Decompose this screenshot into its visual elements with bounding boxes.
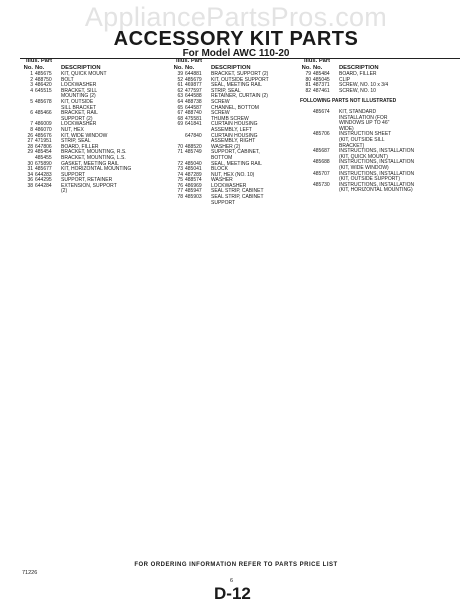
- illus-number: [22, 189, 35, 195]
- part-number: 488738: [185, 98, 202, 105]
- illus-number: 69: [177, 121, 183, 128]
- column-header: [22, 58, 170, 72]
- column-header: [300, 58, 460, 72]
- part-description: STRIP, SEAL: [61, 138, 91, 145]
- part-number: 644283: [35, 171, 52, 178]
- part-description: SILL BRACKET: [61, 104, 97, 111]
- page-title: ACCESSORY KIT PARTS: [113, 28, 359, 50]
- part-number: 485947: [185, 188, 202, 195]
- illus-number: 36: [27, 177, 33, 184]
- illus-number: 29: [27, 149, 33, 156]
- part-description: (KIT, HORIZONTAL MOUNTING): [339, 187, 413, 194]
- illus-number: 78: [177, 194, 183, 201]
- part-number: 486009: [35, 121, 52, 128]
- header-part-no: No.: [185, 64, 195, 71]
- illus-number: 63: [177, 93, 183, 100]
- parts-row: [22, 189, 170, 195]
- part-number: 647806: [35, 143, 52, 150]
- part-number: 485677: [35, 166, 52, 173]
- part-description: BRACKET): [339, 142, 365, 149]
- illus-number: 26: [27, 132, 33, 139]
- part-number: [313, 188, 339, 194]
- ordering-footer: FOR ORDERING INFORMATION REFER TO PARTS PRICE LIST: [134, 562, 338, 568]
- part-number: 477597: [185, 87, 202, 94]
- illus-number: 4: [30, 87, 33, 94]
- part-description: (KIT, OUTSIDE SILL: [339, 136, 385, 143]
- part-number: 488520: [185, 143, 202, 150]
- illus-number: 67: [177, 110, 183, 117]
- illus-number: 62: [177, 87, 183, 94]
- header-part-no: No.: [35, 64, 45, 71]
- header-no: No.: [23, 64, 33, 71]
- part-number: 485706: [313, 131, 330, 138]
- part-description: (KIT, QUICK MOUNT): [339, 153, 388, 160]
- header-illus-part: Illus. Part: [176, 58, 203, 64]
- parts-column-1: [22, 58, 170, 195]
- part-number: 647840: [185, 132, 202, 139]
- part-number: 644588: [185, 93, 202, 100]
- illus-number: 74: [177, 171, 183, 178]
- part-description: SCREW, NO. 10: [339, 87, 376, 94]
- header-illus-part: Illus. Part: [26, 58, 53, 64]
- illus-number: [172, 201, 185, 207]
- part-number: 485903: [185, 194, 202, 201]
- part-description: INSTRUCTIONS, INSTALLATION: [339, 170, 415, 177]
- part-description: WINDOWS UP TO 46": [339, 120, 390, 127]
- illus-number: 70: [177, 143, 183, 150]
- illus-number: 6: [30, 110, 33, 117]
- watermark: AppliancePartsPros.com: [84, 2, 388, 32]
- illus-number: 68: [177, 115, 183, 122]
- part-number: 485455: [35, 154, 52, 161]
- part-description: CURTAIN HOUSING: [211, 121, 258, 128]
- part-number: 644284: [35, 182, 52, 189]
- parts-row: [300, 89, 460, 95]
- part-description: BRACKET, MOUNTING, L.S.: [61, 154, 126, 161]
- illus-number: 61: [177, 82, 183, 89]
- part-number: 641841: [185, 121, 202, 128]
- part-description: NUT, HEX: [61, 126, 84, 133]
- part-description: LOCKWASHER: [61, 82, 97, 89]
- page-id: D-12: [214, 584, 251, 603]
- part-description: INSTALLATION (FOR: [339, 114, 388, 121]
- part-description: KIT, OUTSIDE SUPPORT: [211, 76, 269, 83]
- header-part-no: No.: [313, 64, 323, 71]
- part-description: KIT, WIDE WINDOW: [61, 132, 108, 139]
- part-description: WIDE): [339, 125, 354, 132]
- parts-column-3: [300, 58, 460, 194]
- illus-number: 1: [30, 71, 33, 77]
- part-number: 485041: [185, 166, 202, 173]
- parts-row: [172, 201, 296, 207]
- header-illus-part: Illus. Part: [304, 58, 331, 64]
- header-description: DESCRIPTION: [339, 64, 379, 71]
- part-description: SUPPORT: [211, 199, 236, 206]
- parts-column-2: [172, 58, 296, 206]
- part-number: 488740: [185, 110, 202, 117]
- illus-number: 82: [305, 87, 311, 94]
- part-description: SCREW, NO. 10 x 3/4: [339, 82, 389, 89]
- part-number: 485676: [35, 132, 52, 139]
- part-description: SEAL STRIP, CABINET: [211, 188, 264, 195]
- part-number: 485730: [313, 181, 330, 188]
- illus-number: 28: [27, 143, 33, 150]
- illus-number: 79: [305, 71, 311, 77]
- model-subtitle: For Model AWC 110-20: [182, 48, 290, 59]
- part-number: 485484: [313, 71, 330, 77]
- document-code: 71226: [22, 570, 38, 576]
- part-description: CHANNEL, BOTTOM: [211, 104, 259, 111]
- illus-number: 27: [27, 138, 33, 145]
- part-number: 485675: [35, 71, 52, 77]
- part-description: SEAL, MEETING RAIL: [211, 82, 262, 89]
- part-description: LOCKWASHER: [211, 182, 247, 189]
- part-number: 644587: [185, 104, 202, 111]
- illus-number: 7: [30, 121, 33, 128]
- part-number: 485045: [313, 76, 330, 83]
- part-description: KIT, HORIZONTAL MOUNTING: [61, 166, 132, 173]
- part-description: SUPPORT, CABINET,: [211, 149, 260, 156]
- header-description: DESCRIPTION: [61, 64, 101, 71]
- part-description: INSTRUCTION SHEET: [339, 131, 392, 138]
- part-number: 485674: [313, 108, 330, 115]
- part-description: EXTENSION, SUPPORT: [61, 182, 117, 189]
- part-number: 488574: [185, 177, 202, 184]
- part-description: BRACKET, SUPPORT (2): [211, 71, 269, 77]
- part-description: (KIT, WIDE WINDOW): [339, 164, 389, 171]
- header-no: No.: [301, 64, 311, 71]
- part-description: SUPPORT: [61, 171, 86, 178]
- illus-number: 77: [177, 188, 183, 195]
- header-no: No.: [173, 64, 183, 71]
- illus-number: 34: [27, 171, 33, 178]
- part-description: SUPPORT (2): [61, 115, 93, 122]
- illus-number: 38: [27, 182, 33, 189]
- illus-number: [300, 188, 313, 194]
- part-description: THUMB SCREW: [211, 115, 249, 122]
- part-description: (2): [61, 188, 68, 195]
- illus-number: 52: [177, 76, 183, 83]
- part-number: 675890: [35, 160, 52, 167]
- part-description: ASSEMBLY, LEFT: [211, 126, 252, 133]
- part-number: 471951: [35, 138, 52, 145]
- not-illustrated-note: FOLLOWING PARTS NOT ILLUSTRATED: [300, 98, 397, 105]
- part-description: KIT, STANDARD: [339, 108, 377, 115]
- part-number: 485687: [313, 148, 330, 155]
- illus-number: 31: [27, 166, 33, 173]
- part-description: BRACKET, RAIL: [61, 110, 98, 117]
- part-description: GASKET, MEETING RAIL: [61, 160, 119, 167]
- part-description: SCREW: [211, 98, 230, 105]
- part-number: 485707: [313, 170, 330, 177]
- part-number: 487461: [313, 87, 330, 94]
- part-description: SEAL, MEETING RAIL: [211, 160, 262, 167]
- illus-number: 80: [305, 76, 311, 83]
- illus-number: 73: [177, 166, 183, 173]
- part-number: 485678: [35, 98, 52, 105]
- part-description: BOLT: [61, 76, 74, 83]
- header-description: DESCRIPTION: [211, 64, 251, 71]
- part-description: SUPPORT, RETAINER: [61, 177, 113, 184]
- part-description: BOARD, FILLER: [339, 71, 377, 77]
- illus-number: 75: [177, 177, 183, 184]
- illus-number: 39: [177, 71, 183, 77]
- part-description: RETAINER, CURTAIN (2): [211, 93, 268, 100]
- illus-number: 76: [177, 182, 183, 189]
- illus-number: 72: [177, 160, 183, 167]
- part-description: INSTRUCTIONS, INSTALLATION: [339, 159, 415, 166]
- part-number: 487289: [185, 171, 202, 178]
- part-description: WASHER (2): [211, 143, 241, 150]
- part-number: 485040: [185, 160, 202, 167]
- part-description: ASSEMBLY, RIGHT: [211, 138, 256, 145]
- illus-number: 81: [305, 82, 311, 89]
- illus-number: 5: [30, 98, 33, 105]
- part-number: 485679: [185, 76, 202, 83]
- column-header: [172, 58, 296, 72]
- part-number: 488750: [35, 76, 52, 83]
- part-number: 645515: [35, 87, 52, 94]
- part-number: 487371: [313, 82, 330, 89]
- part-description: WASHER: [211, 177, 233, 184]
- part-number: 644881: [185, 71, 202, 77]
- part-number: 475581: [185, 115, 202, 122]
- illus-number: 30: [27, 160, 33, 167]
- part-number: 469877: [185, 82, 202, 89]
- part-description: NUT, HEX (NO. 10): [211, 171, 255, 178]
- part-number: 485749: [185, 149, 202, 156]
- parts-row: [300, 188, 460, 194]
- illus-number: 64: [177, 98, 183, 105]
- part-description: BOTTOM: [211, 154, 233, 161]
- part-description: INSTRUCTIONS, INSTALLATION: [339, 148, 415, 155]
- illus-number: 3: [30, 82, 33, 89]
- part-description: LOCKWASHER: [61, 121, 97, 128]
- part-number: 485466: [35, 110, 52, 117]
- part-description: BRACKET, SILL: [61, 87, 98, 94]
- part-description: KIT, OUTSIDE: [61, 98, 94, 105]
- part-description: INSTRUCTIONS, INSTALLATION: [339, 181, 415, 188]
- part-description: BOARD, FILLER: [61, 143, 99, 150]
- illus-number: 8: [30, 126, 33, 133]
- part-description: SCREW: [211, 110, 230, 117]
- part-description: SEAL STRIP, CABINET: [211, 194, 264, 201]
- part-description: STRIP, SEAL: [211, 87, 241, 94]
- illus-number: 71: [177, 149, 183, 156]
- part-number: 485688: [313, 159, 330, 166]
- part-number: [185, 201, 211, 207]
- illus-number: 2: [30, 76, 33, 83]
- part-description: CURTAIN HOUSING: [211, 132, 258, 139]
- part-number: 486070: [35, 126, 52, 133]
- part-number: 485454: [35, 149, 52, 156]
- part-description: (KIT, OUTSIDE SUPPORT): [339, 176, 401, 183]
- part-description: CLIP: [339, 76, 351, 83]
- part-number: 644295: [35, 177, 52, 184]
- page-number: 6: [230, 578, 234, 584]
- part-number: 486420: [35, 82, 52, 89]
- illus-number: 65: [177, 104, 183, 111]
- part-description: MOUNTING (2): [61, 93, 96, 100]
- part-number: 486969: [185, 182, 202, 189]
- part-description: BLOCK: [211, 166, 228, 173]
- part-number: [35, 189, 61, 195]
- part-description: KIT, QUICK MOUNT: [61, 71, 107, 77]
- part-description: BRACKET, MOUNTING, R.S.: [61, 149, 127, 156]
